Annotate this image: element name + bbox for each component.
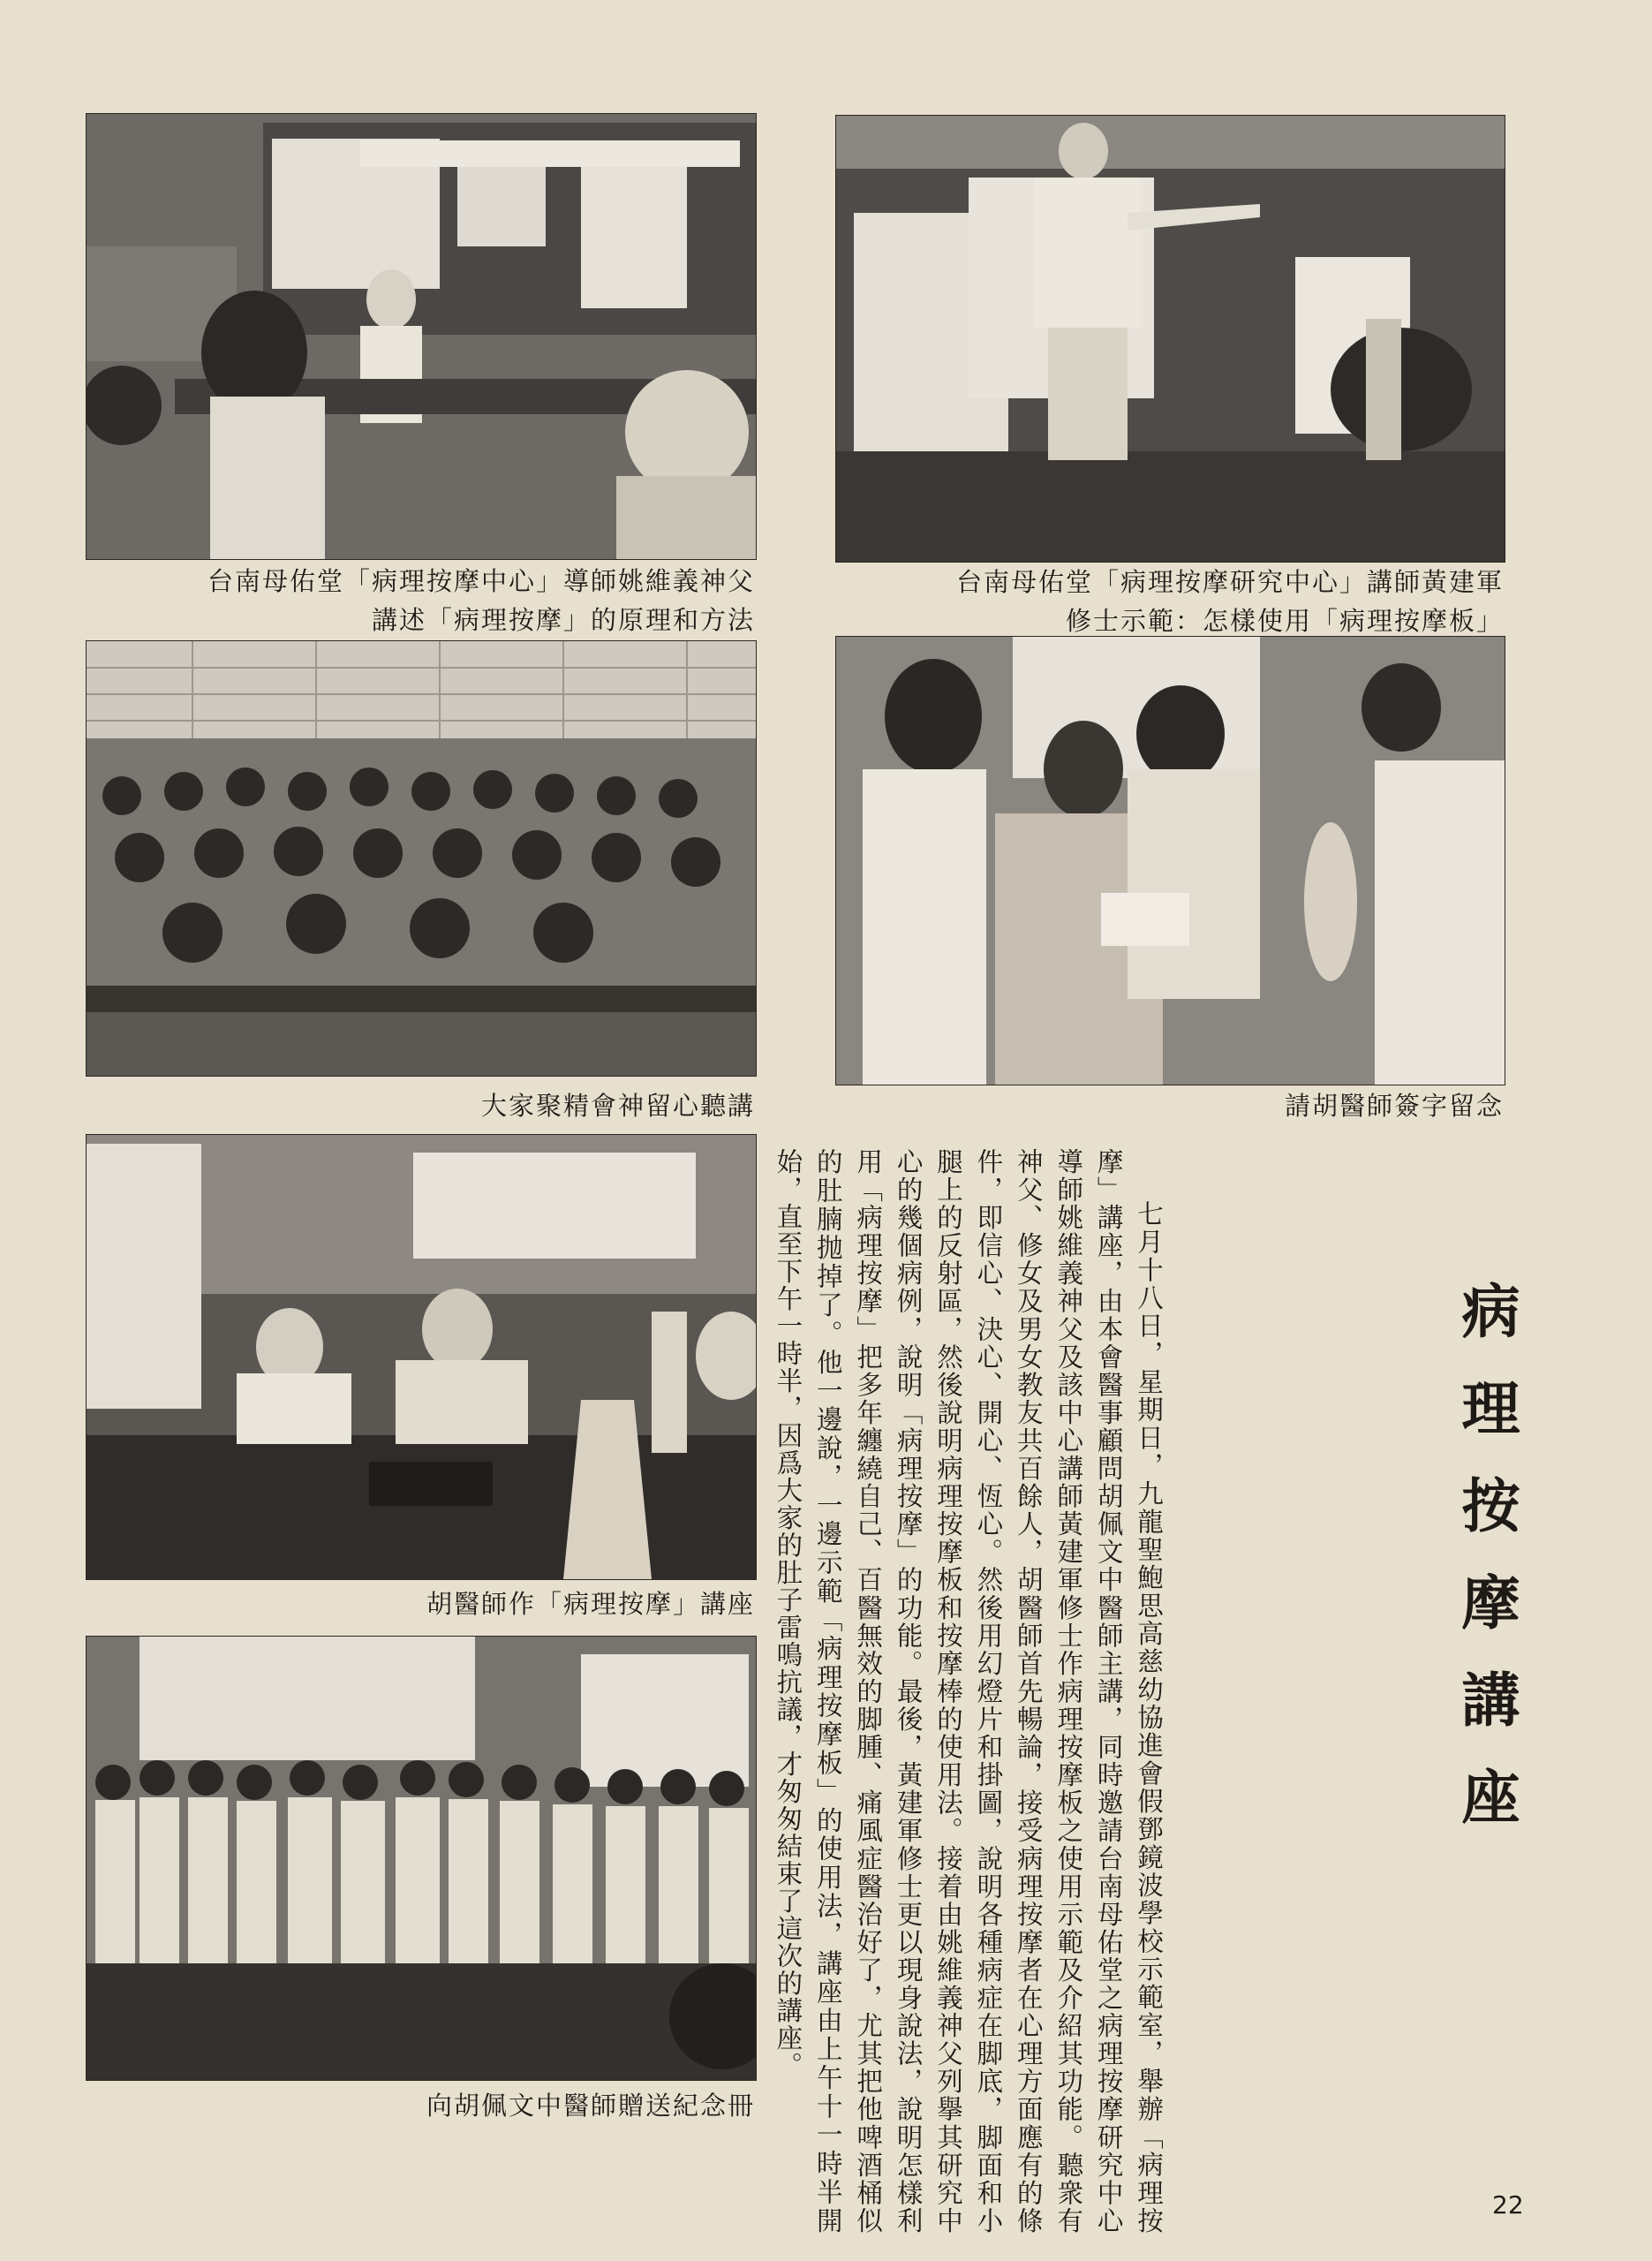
caption-line: 大家聚精會神留心聽講 xyxy=(480,1091,755,1121)
caption-line: 台南母佑堂「病理按摩中心」導師姚維義神父 xyxy=(207,566,755,596)
photo-lecture-yao xyxy=(86,113,757,560)
article-title: 病理按摩講座 xyxy=(1452,1281,1520,1864)
caption-line: 請胡醫師簽字留念 xyxy=(1284,1091,1504,1121)
caption-photo5 xyxy=(86,1584,755,1623)
photo-gift xyxy=(86,1636,757,2081)
photo-autograph xyxy=(835,636,1505,1085)
caption-photo6 xyxy=(86,2086,755,2125)
caption-photo3 xyxy=(86,1086,755,1125)
caption-photo1 xyxy=(86,562,755,639)
photo-hu-lecture xyxy=(86,1134,757,1580)
photo-demo-huang xyxy=(835,115,1505,563)
article-body xyxy=(773,1148,1168,2235)
caption-line: 胡醫師作「病理按摩」講座 xyxy=(426,1589,755,1619)
caption-photo4 xyxy=(835,1086,1504,1125)
photo-audience xyxy=(86,640,757,1077)
page-number: 22 xyxy=(1492,2190,1524,2219)
caption-line: 修士示範：怎樣使用「病理按摩板」 xyxy=(1065,606,1504,636)
caption-line: 台南母佑堂「病理按摩研究中心」講師黃建軍 xyxy=(955,567,1504,597)
caption-photo2 xyxy=(835,563,1504,640)
caption-line: 講述「病理按摩」的原理和方法 xyxy=(371,605,755,635)
article-paragraph: 七月十八日，星期日，九龍聖鮑思高慈幼協進會假鄧鏡波學校示範室，舉辦「病理按摩」講座，由本會醫事顧問胡佩文中醫師主講，同時邀請台南母佑堂之病理按摩研究中心導師姚維義神父及該中心講師黃建軍修士作病理按摩板之使用示範及介紹其功能。聽衆有神父、修女及男女教友共百餘人，胡醫師首先暢論，接受病理按摩者在心理方面應有的條件，即信心、決心、開心、恆心。然後用幻燈片和掛圖，說明各種病症在脚底，脚面和小腿上的反射區，然後說明病理按摩板和按摩棒的使用法。接着由姚維義神父列擧其研究中心的幾個病例，說明「病理按摩」的功能。最後，黃建軍修士更以現身說法，說明怎樣利用「病理按摩」把多年纏繞自己、百醫無效的脚腫、痛風症醫治好了，尤其把他啤酒桶似的肚腩抛掉了。他一邊說，一邊示範「病理按摩板」的使用法，講座由上午十一時半開始，直至下午一時半，因爲大家的肚子雷鳴抗議，才匆匆結束了這次的講座。 xyxy=(773,1148,1164,2235)
caption-line: 向胡佩文中醫師贈送紀念冊 xyxy=(426,2091,755,2121)
